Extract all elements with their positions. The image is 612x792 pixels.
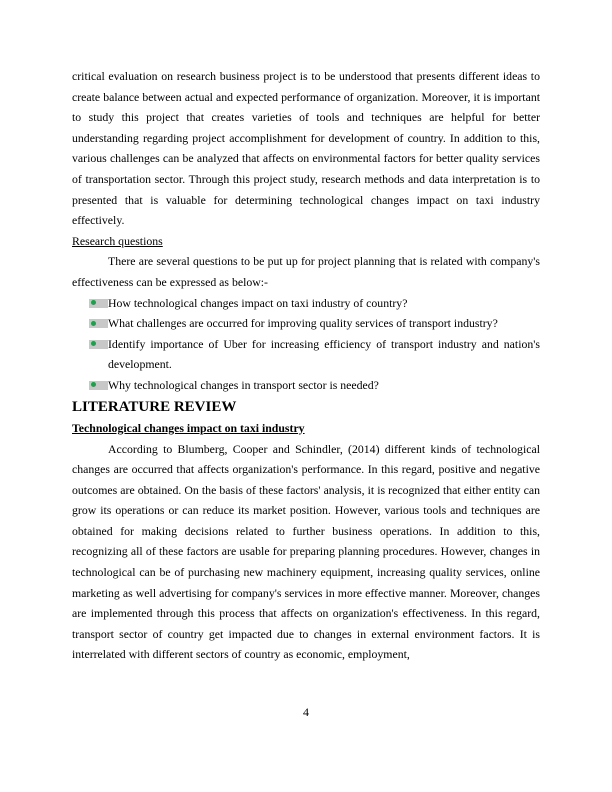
research-questions-heading: Research questions xyxy=(72,233,163,248)
page-number: 4 xyxy=(303,705,309,719)
bullet-icon xyxy=(89,299,108,308)
research-questions-list xyxy=(72,293,540,396)
literature-review-heading: LITERATURE REVIEW xyxy=(72,398,237,415)
list-item: Why technological changes in transport sector is needed? xyxy=(89,375,540,396)
bullet-icon xyxy=(89,381,108,390)
list-item: Identify importance of Uber for increasing efficiency of transport industry and nation's development. xyxy=(89,334,540,375)
literature-review-paragraph: According to Blumberg, Cooper and Schindler, (2014) different kinds of technological changes are occurred that affects organization's performance. In this regard, positive and negative outcomes are obtained. On the basis of these factors' analysis, it is recognized that either entity can grow its operations or can reduce its market position. However, various tools and techniques are obtained for making decisions related to further business operations. In addition to this, recognizing all of these factors are usable for preparing planning procedures. However, changes in technological can be of purchasing new machinery equipment, increasing quality services, online marketing as well advertising for company's services in more effective manner. Moreover, changes are implemented through this process that affects on organization's effectiveness. In this regard, transport sector of country get impacted due to changes in external environment factors. It is interrelated with different sectors of country as economic, employment, xyxy=(72,441,540,662)
literature-review-subheading: Technological changes impact on taxi industry xyxy=(72,420,305,435)
bullet-icon xyxy=(89,340,108,349)
research-questions-intro: There are several questions to be put up for project planning that is related with company's effectiveness can be expressed as below:- xyxy=(72,254,540,289)
document-page xyxy=(72,66,540,665)
intro-paragraph: critical evaluation on research business project is to be understood that presents different ideas to create balance between actual and expected performance of organization. Moreover, it is important to study this project that creates varieties of tools and techniques are helpful for better understanding regarding project accomplishment for development of country. In addition to this, various challenges can be analyzed that affects on environmental factors for better quality services of transportation sector. Through this project study, research methods and data interpretation is to presented that is valuable for determining technological changes impact on taxi industry effectively. xyxy=(72,69,540,228)
bullet-icon xyxy=(89,319,108,328)
list-item: How technological changes impact on taxi industry of country? xyxy=(89,293,540,314)
list-item: What challenges are occurred for improving quality services of transport industry? xyxy=(89,313,540,334)
